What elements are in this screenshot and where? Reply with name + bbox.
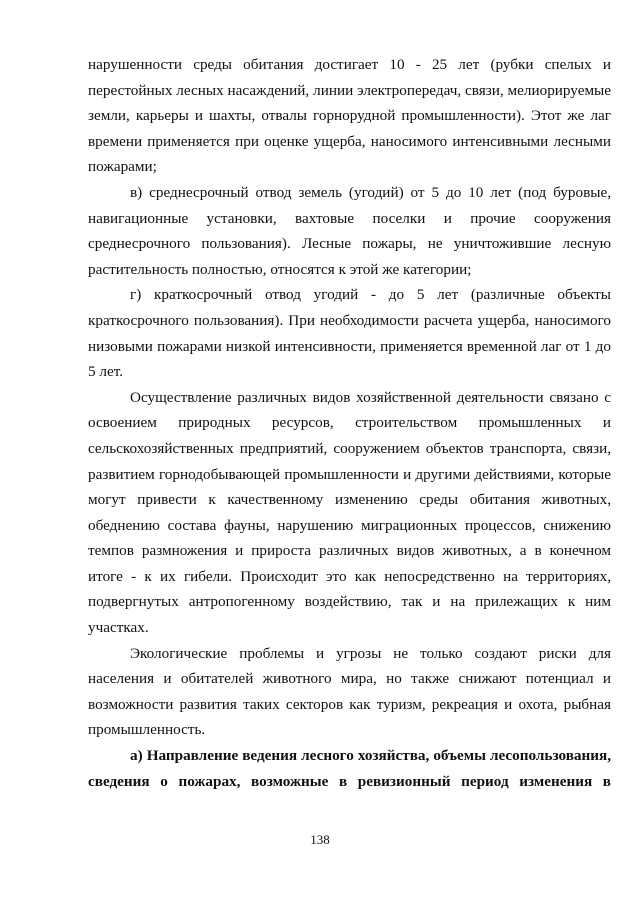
paragraph-economic-activity: Осуществление различных видов хозяйственной деятельности связано с освоением природных ресурсов, строительством промышленных и сельскохозяйственных предприятий, сооружением объектов транспорта, связи, развитием горнодобывающей промышленности и другими действиями, которые могут привести к качественному изменению среды обитания животных, обеднению состава фауны, нарушению миграционных процессов, снижению темпов размножения и прироста различных видов животных, а в конечном итоге - к их гибели. Происходит это как непосредственно на территориях, подвергнутых антропогенному воздействию, так и на прилежащих к ним участках. [88, 388, 611, 637]
paragraph-continuation: нарушенности среды обитания достигает 10 - 25 лет (рубки спелых и перестойных лесных насаждений, линии электропередач, связи, мелиорируемые земли, карьеры и шахты, отвалы горнорудной промышленности). Этот же лаг времени применяется при оценке ущерба, наносимого интенсивными лесными пожарами; [88, 56, 611, 176]
document-body [88, 52, 611, 794]
paragraph-medium-term: в) среднесрочный отвод земель (угодий) от 5 до 10 лет (под буровые, навигационные установки, вахтовые поселки и прочие сооружения среднесрочного пользования). Лесные пожары, не уничтожившие лесную растительность полностью, относятся к этой же категории; [88, 183, 611, 278]
paragraph-short-term: г) краткосрочный отвод угодий - до 5 лет (различные объекты краткосрочного пользования). При необходимости расчета ущерба, наносимого низовыми пожарами низкой интенсивности, применяется временной лаг от 1 до 5 лет. [88, 286, 611, 381]
section-heading: а) Направление ведения лесного хозяйства, объемы лесопользования, сведения о пожарах, возможные в ревизионный период изменения в [88, 747, 611, 790]
page-number: 138 [310, 832, 330, 847]
paragraph-ecological-problems: Экологические проблемы и угрозы не только создают риски для населения и обитателей животного мира, но также снижают потенциал и возможности развития таких секторов как туризм, рекреация и охота, рыбная промышленность. [88, 644, 611, 739]
